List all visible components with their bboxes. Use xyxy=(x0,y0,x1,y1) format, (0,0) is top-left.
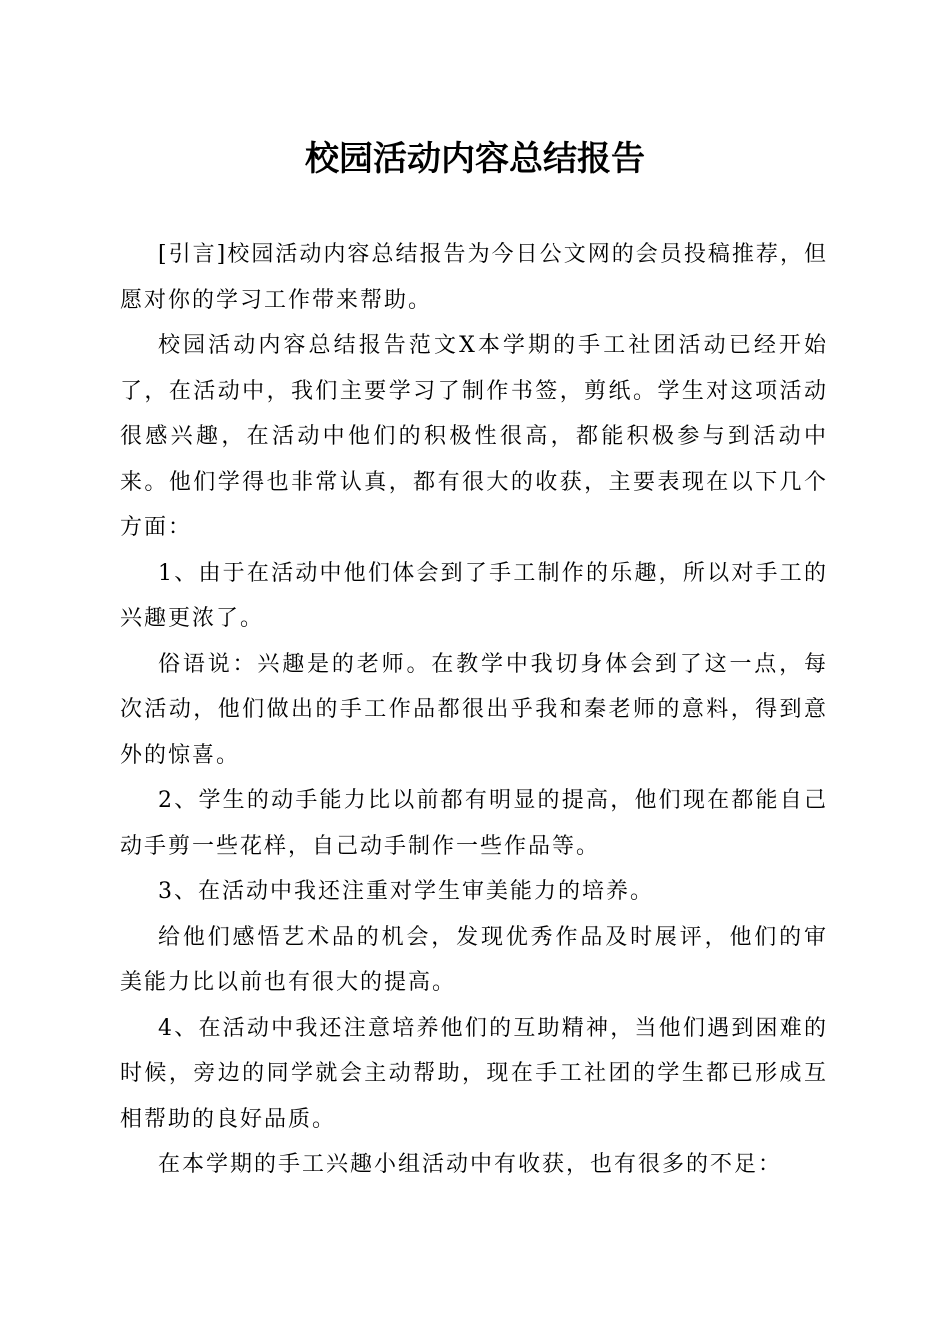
paragraph-point-3: 3、在活动中我还注重对学生审美能力的培养。 xyxy=(158,879,654,904)
paragraph-overview: 校园活动内容总结报告范文X本学期的手工社团活动已经开始了，在活动中，我们主要学习了制作书签，剪纸。学生对这项活动很感兴趣，在活动中他们的积极性很高，都能积极参与到活动中来。他们学得也非常认真，都有很大的收获，主要表现在以下几个方面： xyxy=(120,333,828,540)
paragraph-shortcomings: 在本学期的手工兴趣小组活动中有收获，也有很多的不足： xyxy=(158,1152,783,1177)
paragraph-proverb: 俗语说：兴趣是的老师。在教学中我切身体会到了这一点，每次活动，他们做出的手工作品都很出乎我和秦老师的意料，得到意外的惊喜。 xyxy=(120,651,828,768)
paragraph-point-4: 4、在活动中我还注意培养他们的互助精神，当他们遇到困难的时候，旁边的同学就会主动帮助，现在手工社团的学生都已形成互相帮助的良好品质。 xyxy=(120,1015,828,1132)
document-title: 校园活动内容总结报告 xyxy=(305,139,645,179)
document-body xyxy=(120,232,828,1188)
paragraph-point-2: 2、学生的动手能力比以前都有明显的提高，他们现在都能自己动手剪一些花样，自己动手制作一些作品等。 xyxy=(120,788,828,859)
paragraph-aesthetics: 给他们感悟艺术品的机会，发现优秀作品及时展评，他们的审美能力比以前也有很大的提高。 xyxy=(120,924,828,995)
paragraph-point-1: 1、由于在活动中他们体会到了手工制作的乐趣，所以对手工的兴趣更浓了。 xyxy=(120,560,828,631)
paragraph-intro: [引言]校园活动内容总结报告为今日公文网的会员投稿推荐，但愿对你的学习工作带来帮助。 xyxy=(120,242,828,313)
